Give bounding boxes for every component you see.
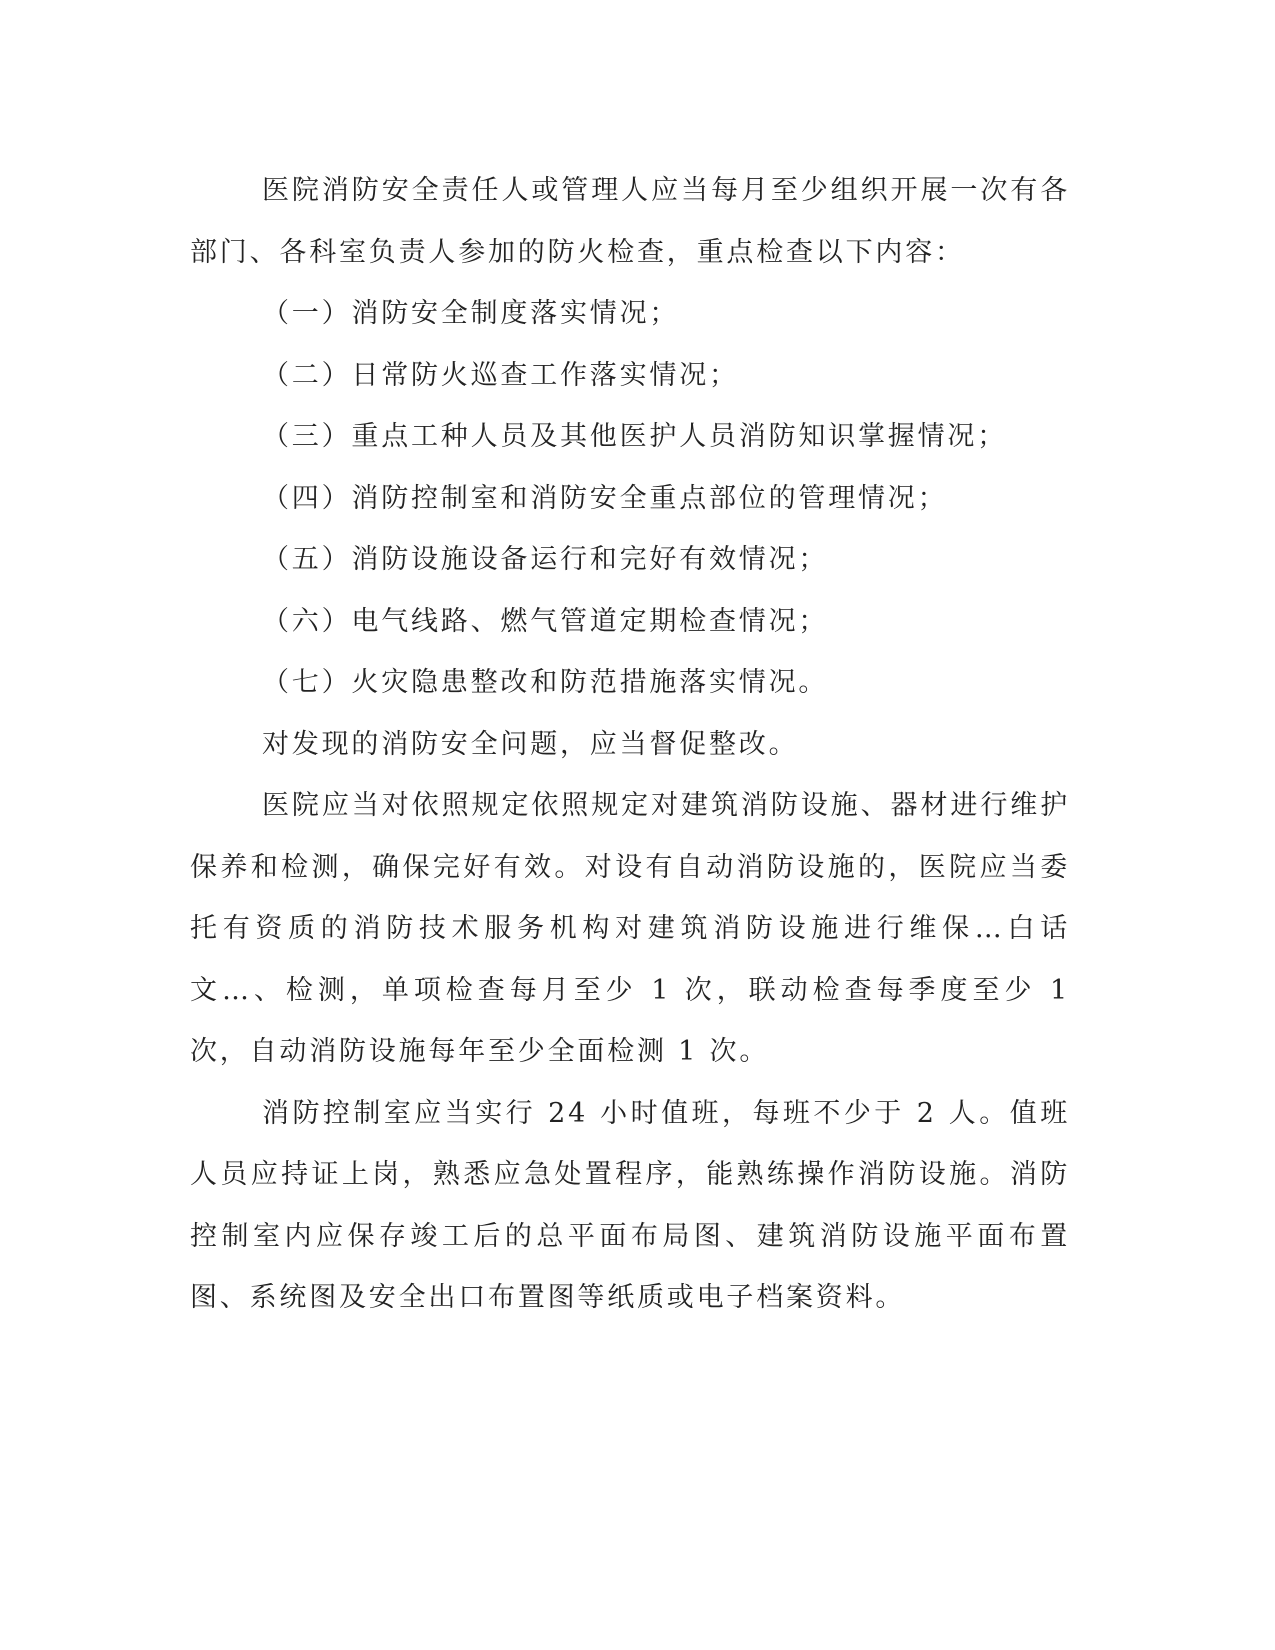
list-item-6: （六）电气线路、燃气管道定期检查情况；: [262, 605, 829, 637]
paragraph-rectification: 对发现的消防安全问题，应当督促整改。: [262, 728, 799, 760]
list-item-2: （二）日常防火巡查工作落实情况；: [262, 359, 739, 391]
list-item-3: （三）重点工种人员及其他医护人员消防知识掌握情况；: [262, 421, 1007, 452]
list-item-1: （一）消防安全制度落实情况；: [262, 298, 680, 329]
paragraph-maintenance: 医院应当对依照规定依照规定对建筑消防设施、器材进行维护保养和检测，确保完好有效。对设有自动消防设施的，医院应当委托有资质的消防技术服务机构对建筑消防设施进行维保…白话文…、检测，单项检查每月至少 1 次，联动检查每季度至少 1 次，自动消防设施每年至少全面检测 1 次。: [190, 790, 1082, 1067]
document-body: [190, 160, 1082, 1329]
paragraph-control-room: 消防控制室应当实行 24 小时值班，每班不少于 2 人。值班人员应持证上岗，熟悉应急处置程序，能熟练操作消防设施。消防控制室内应保存竣工后的总平面布局图、建筑消防设施平面布置图、系统图及安全出口布置图等纸质或电子档案资料。: [190, 1097, 1070, 1313]
paragraph-inspection-intro: 医院消防安全责任人或管理人应当每月至少组织开展一次有各部门、各科室负责人参加的防火检查，重点检查以下内容：: [190, 175, 1070, 268]
list-item-7: （七）火灾隐患整改和防范措施落实情况。: [262, 667, 829, 698]
list-item-5: （五）消防设施设备运行和完好有效情况；: [262, 544, 829, 575]
list-item-4: （四）消防控制室和消防安全重点部位的管理情况；: [262, 482, 948, 514]
